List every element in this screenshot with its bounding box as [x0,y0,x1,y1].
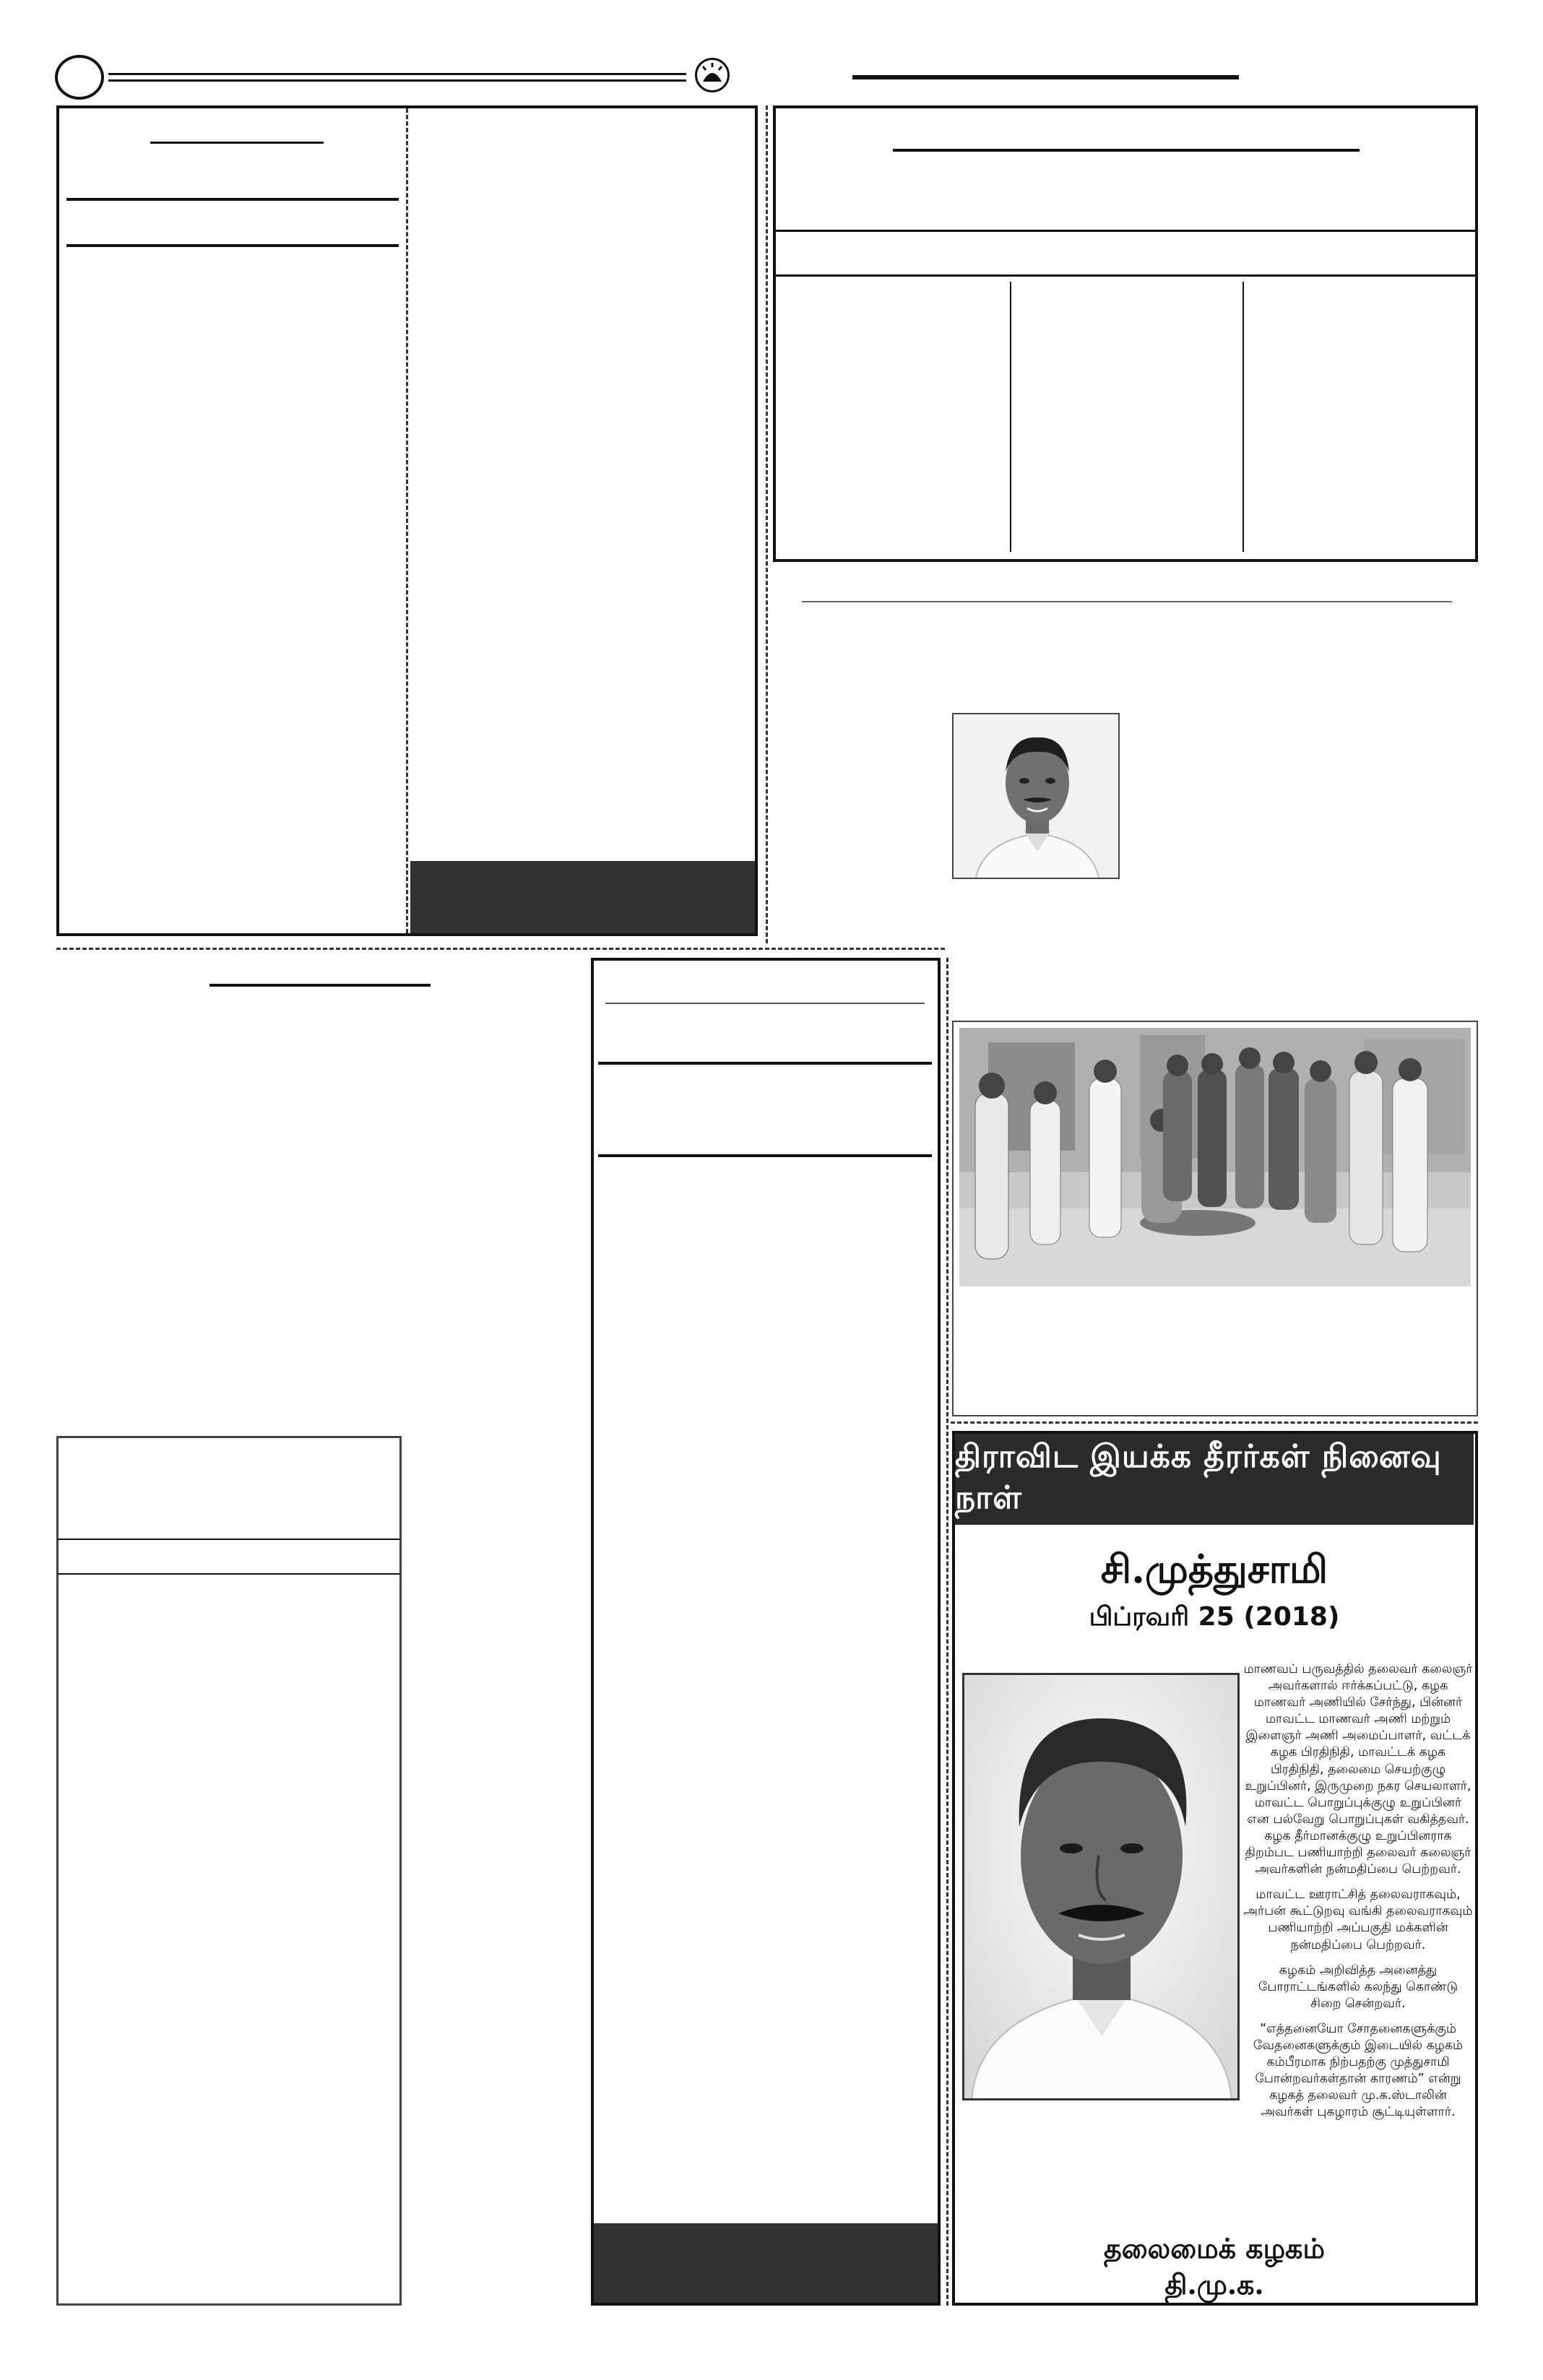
bottom-left-header-rule-top [58,1539,400,1540]
tribute-date: பிப்ரவரி 25 (2018) [1089,1602,1340,1632]
table-title-rule [893,149,1360,152]
tribute-divider-left [946,958,948,2306]
bio-paragraph: “எத்தனையோ சோதனைகளுக்கும் வேதனைகளுக்கும் இடையில் கழகம் கம்பீரமாக நிற்பதற்கு முத்துசாமி போன்றவர்கள்தான் காரணம்” என்று கழகத் தலைவர் மு.க.ஸ்டாலின் அவர்கள் புகழாரம் சூட்டியுள்ளார். [1253,2021,1464,2120]
table-col-divider-1 [1010,282,1011,552]
table-header-rule-top [776,230,1475,232]
portrait-photo [952,713,1120,879]
table-col-divider-2 [1242,282,1244,552]
bio-paragraph: மாவட்ட ஊராட்சித் தலைவராகவும், அர்பன் கூட்டுறவு வங்கி தலைவராகவும் பணியாற்றி அப்பகுதி மக்களின் நன்மதிப்பை பெற்றவர். [1243,1887,1473,1952]
tribute-name: சி.முத்துசாமி [1100,1546,1328,1592]
bio-paragraph: மாணவப் பருவத்தில் தலைவர் கலைஞர் அவர்களால் ஈர்க்கப்பட்டு, கழக மாணவர் அணியில் சேர்ந்து, பின்னர் மாவட்ட மாணவர் அணி மற்றும் இளைஞர் அணி அமைப்பாளர், வட்டக் கழக பிரதிநிதி, மாவட்டக் கழக பிரதிநிதி, தலைமை செயற்குழு உறுப்பினர், இருமுறை நகர செயலாளர், மாவட்ட பொறுப்புக்குழு உறுப்பினர் என பல்வேறு பொறுப்புகள் வகித்தவர். கழக தீர்மானக்குழு உறுப்பினராக திறம்பட பணியாற்றி தலைவர் கலைஞர் அவர்களின் நன்மதிப்பை பெற்றவர். [1243,1662,1473,1877]
column-divider [406,108,408,933]
table-box-top-right [773,105,1478,562]
middle-subhead-rule-1 [598,1062,932,1065]
section-divider-horizontal [56,948,945,950]
rising-sun-logo-icon [695,58,730,92]
tribute-organization: தலைமைக் கழகம் [1103,2232,1326,2264]
article-footer-bar [410,861,755,933]
tribute-heading: திராவிட இயக்க தீரர்கள் நினைவு நாள் [955,1434,1474,1525]
tribute-portrait-photo [962,1673,1240,2100]
article-headline-rule [150,142,324,144]
article-subhead-rule-1 [66,198,399,201]
page-number-circle [55,55,104,100]
middle-footer-bar [594,2223,938,2303]
article-box-middle [591,958,941,2306]
tribute-divider-top [951,1421,1478,1424]
table-header-rule-bottom [776,274,1475,277]
bottom-left-header-rule-bottom [58,1573,400,1575]
group-photo [959,1028,1471,1286]
section-divider-vertical [766,105,768,943]
middle-title-rule [605,1003,925,1004]
masthead-right-rule [852,75,1239,79]
middle-subhead-rule-2 [598,1154,932,1157]
middle-left-headline-rule [209,984,431,987]
article-right-headline-rule [802,601,1452,602]
bio-paragraph: கழகம் அறிவித்த அனைத்து போராட்டங்களில் கலந்து கொண்டு சிறை சென்றவர். [1258,1963,1458,2011]
masthead-rule-bottom [108,79,686,82]
table-box-bottom-left [56,1436,402,2306]
article-subhead-rule-2 [66,244,399,247]
masthead-rule-top [108,73,686,75]
tribute-party: தி.மு.க. [1164,2268,1264,2301]
tribute-biography [1242,1661,1474,2129]
